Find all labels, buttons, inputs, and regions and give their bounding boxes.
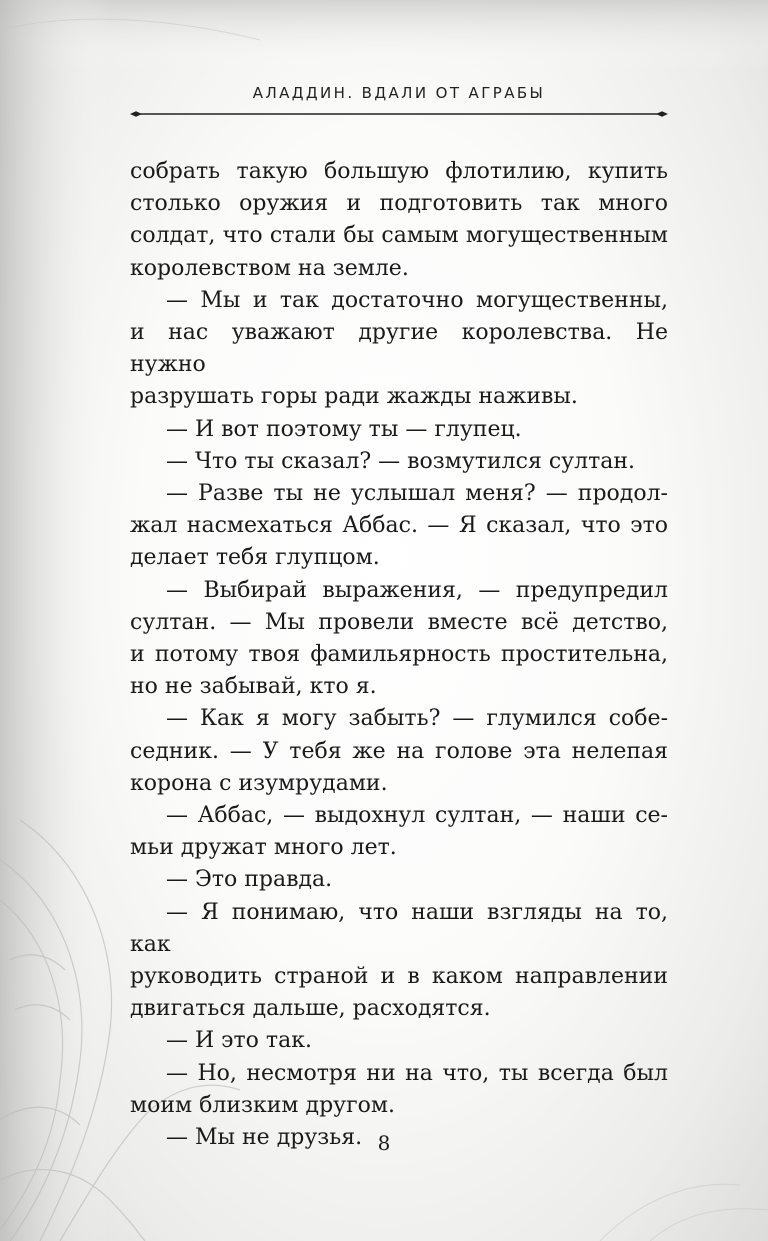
text-line: моим близким другом.: [130, 1092, 395, 1118]
text-line: и потому твоя фамильярность простительна,: [130, 642, 668, 668]
text-line: делает тебя глупцом.: [130, 545, 380, 571]
text-line: и нас уважают другие королевства. Не нужно: [130, 320, 668, 378]
text-line: королевством на земле.: [130, 255, 409, 281]
running-header: АЛАДДИН. ВДАЛИ ОТ АГРАБЫ: [252, 84, 546, 102]
text-line: собрать такую большую флотилию, купить: [130, 159, 668, 184]
text-line: — Мы не друзья.: [166, 1125, 363, 1151]
text-line: — Но, несмотря ни на что, ты всегда был: [166, 1060, 668, 1086]
text-line: разрушать горы ради жажды наживы.: [130, 384, 578, 410]
text-line: — Разве ты не услышал меня? — продол-: [166, 481, 668, 507]
text-line: — И это так.: [166, 1028, 312, 1054]
text-line: но не забывай, кто я.: [130, 674, 377, 700]
header-rule: [130, 109, 668, 119]
text-line: двигаться дальше, расходятся.: [130, 996, 491, 1022]
page-number: 8: [377, 1131, 391, 1155]
text-line: — Как я могу забыть? — глумился собе-: [166, 706, 668, 732]
text-line: жал насмехаться Аббас. — Я сказал, что это: [130, 513, 668, 539]
text-line: — И вот поэтому ты — глупец.: [166, 416, 522, 442]
text-line: — Аббас, — выдохнул султан, — наши се-: [166, 803, 668, 829]
text-line: мьи дружат много лет.: [130, 835, 397, 861]
text-line: столько оружия и подготовить так много: [130, 191, 668, 217]
text-line: седник. — У тебя же на голове эта нелепая: [130, 738, 668, 764]
text-line: султан. — Мы провели вместе всё детство,: [130, 609, 668, 635]
text-line: — Мы и так достаточно могущественны,: [166, 287, 668, 313]
text-line: — Выбирай выражения, — предупредил: [166, 577, 668, 603]
body-text: [130, 156, 668, 1154]
text-line: — Что ты сказал? — возмутился султан.: [166, 448, 636, 474]
text-line: — Это правда.: [166, 867, 333, 893]
text-line: — Я понимаю, что наши взгляды на то, как: [130, 899, 668, 957]
text-line: корона с изумрудами.: [130, 770, 388, 796]
text-line: руководить страной и в каком направлении: [130, 964, 668, 990]
text-line: солдат, что стали бы самым могущественным: [130, 223, 668, 249]
